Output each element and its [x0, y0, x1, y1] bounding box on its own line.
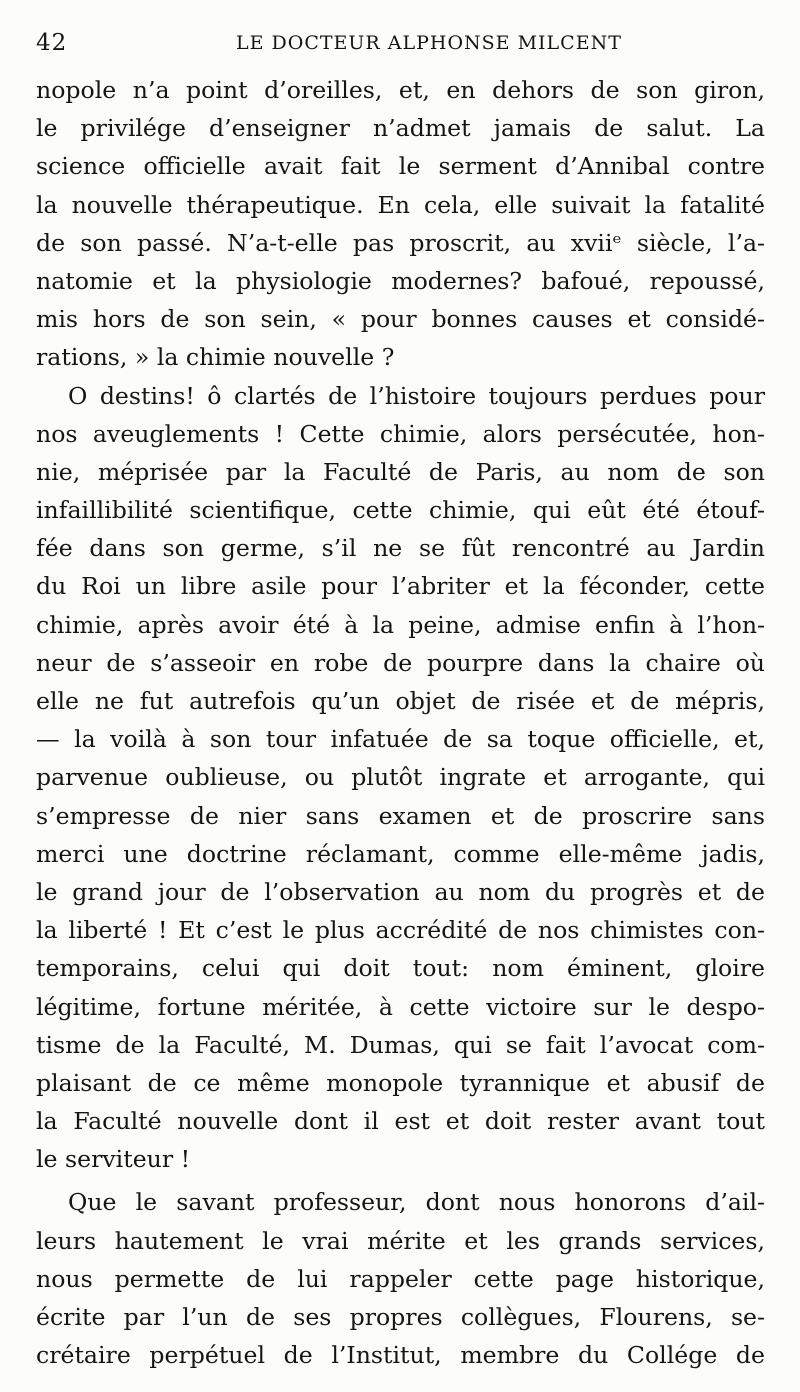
running-title: LE DOCTEUR ALPHONSE MILCENT [236, 32, 622, 54]
text-line: le serviteur ! [36, 1145, 191, 1174]
text-line: légitime, fortune méritée, à cette victoire sur le despo- [36, 992, 765, 1021]
text-line: fée dans son germe, s’il ne se fût rencontré au Jardin [36, 534, 765, 563]
page-header [36, 30, 766, 58]
text-line: du Roi un libre asile pour l’abriter et la féconder, cette [36, 572, 765, 601]
text-line: rations, » la chimie nouvelle ? [36, 343, 395, 372]
text-line: leurs hautement le vrai mérite et les grands services, [36, 1226, 765, 1255]
text-line: le grand jour de l’observation au nom du progrès et de [36, 877, 765, 906]
text-line: nous permette de lui rappeler cette page historique, [36, 1264, 765, 1293]
text-line: le privilége d’enseigner n’admet jamais de salut. La [36, 114, 765, 143]
body-text [36, 71, 765, 1374]
text-line: la nouvelle thérapeutique. En cela, elle suivait la fatalité [36, 190, 765, 219]
text-line: neur de s’asseoir en robe de pourpre dans la chaire où [36, 648, 765, 677]
text-line: tisme de la Faculté, M. Dumas, qui se fait l’avocat com- [36, 1030, 765, 1059]
text-line: la liberté ! Et c’est le plus accrédité de nos chimistes con- [36, 916, 765, 945]
text-line: nopole n’a point d’oreilles, et, en dehors de son giron, [36, 76, 765, 104]
text-line: de son passé. N’a-t-elle pas proscrit, au xviiᵉ siècle, l’a- [36, 228, 765, 257]
text-line: Que le savant professeur, dont nous honorons d’ail- [68, 1188, 765, 1217]
text-line: elle ne fut autrefois qu’un objet de risée et de mépris, [36, 687, 765, 715]
text-line: O destins! ô clartés de l’histoire toujours perdues pour [68, 381, 765, 410]
text-line: parvenue oublieuse, ou plutôt ingrate et arrogante, qui [36, 763, 765, 792]
text-line: nos aveuglements ! Cette chimie, alors persécutée, hon- [36, 419, 765, 448]
text-line: chimie, après avoir été à la peine, admise enfin à l’hon- [36, 610, 765, 639]
text-line: science officielle avait fait le serment d’Annibal contre [36, 152, 765, 181]
text-line: plaisant de ce même monopole tyrannique et abusif de [36, 1068, 765, 1097]
text-line: nie, méprisée par la Faculté de Paris, au nom de son [36, 457, 765, 486]
text-line: la Faculté nouvelle dont il est et doit rester avant tout [36, 1107, 765, 1136]
text-line: merci une doctrine réclamant, comme elle-même jadis, [36, 839, 765, 868]
text-line: — la voilà à son tour infatuée de sa toque officielle, et, [36, 725, 765, 754]
text-line: mis hors de son sein, « pour bonnes causes et considé- [36, 305, 765, 334]
text-line: écrite par l’un de ses propres collègues, Flourens, se- [36, 1303, 765, 1331]
text-line: temporains, celui qui doit tout: nom éminent, gloire [36, 954, 765, 983]
text-line: crétaire perpétuel de l’Institut, membre du Collége de [36, 1341, 765, 1370]
text-line: s’empresse de nier sans examen et de proscrire sans [36, 801, 765, 830]
text-line: infaillibilité scientifique, cette chimie, qui eût été étouf- [36, 496, 765, 525]
text-line: natomie et la physiologie modernes? bafoué, repoussé, [36, 266, 765, 295]
page-number: 42 [36, 30, 68, 56]
